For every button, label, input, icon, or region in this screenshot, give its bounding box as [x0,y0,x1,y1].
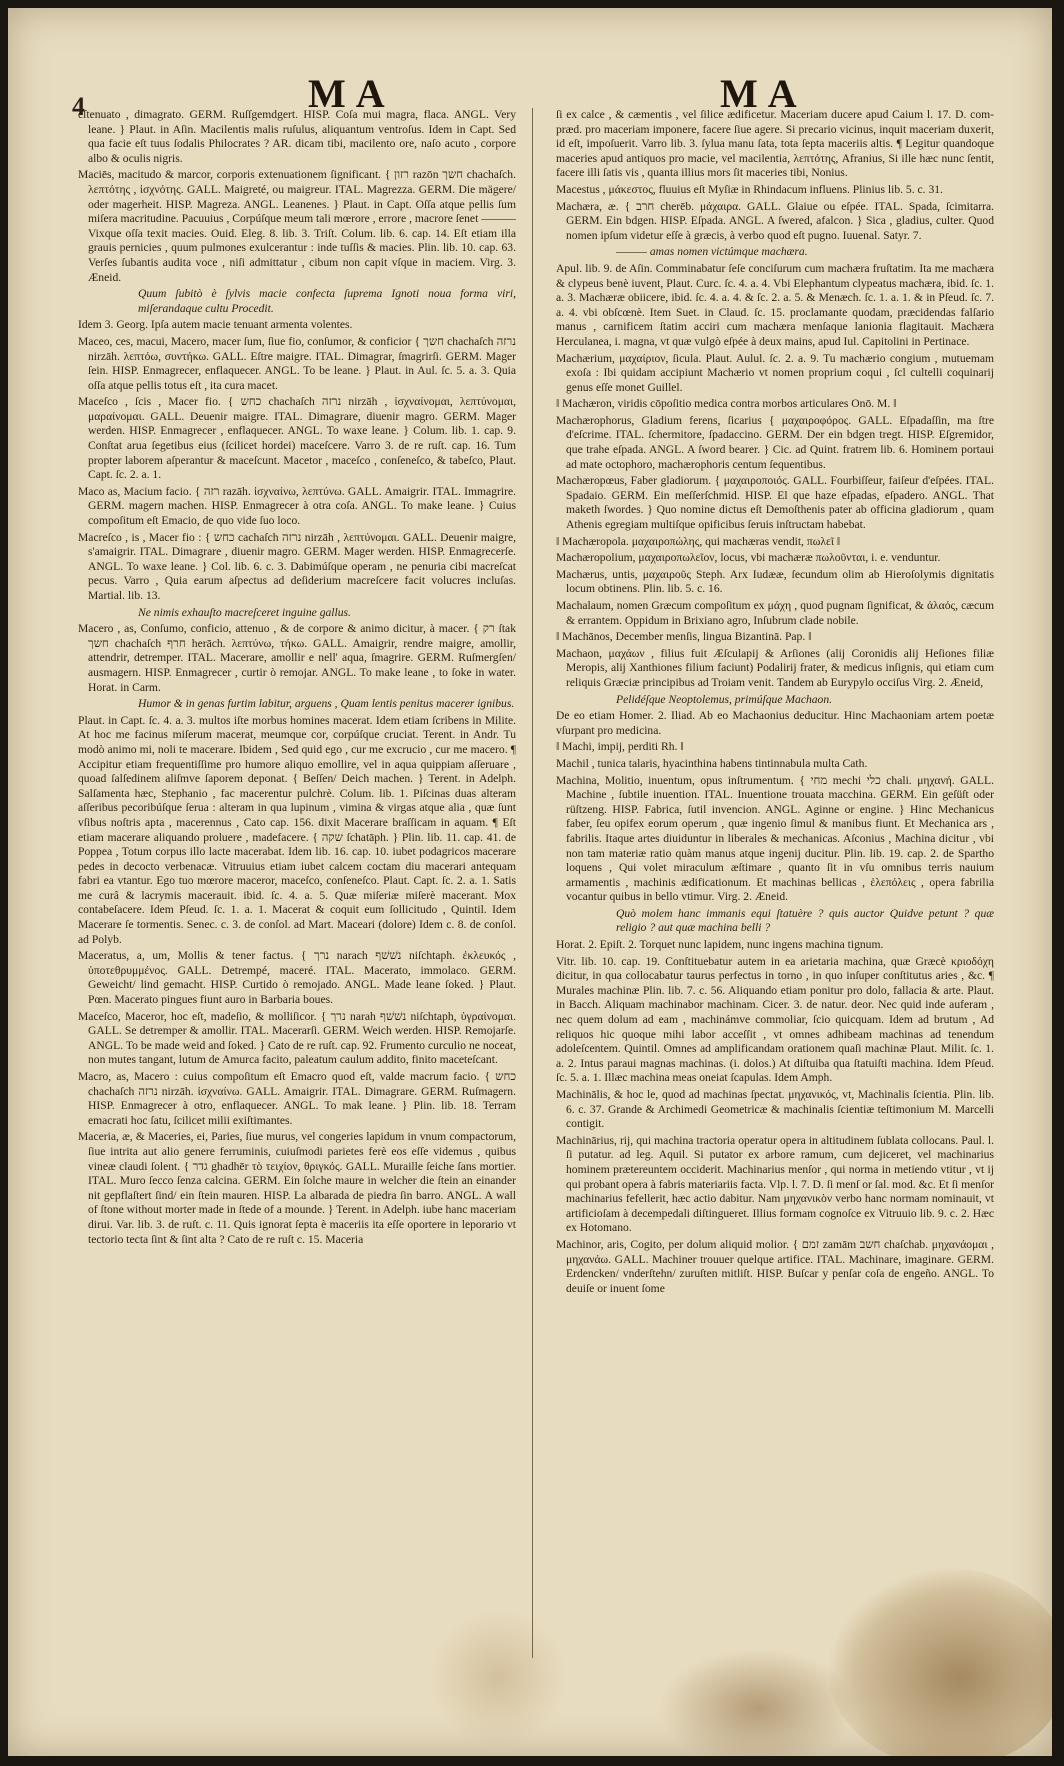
dictionary-entry: Machærophorus, Gladium ferens, ſicarius { μαχαιροφόρος. GALL. Eſpadaſſin, ma ſtre d'eſcrime. ITAL. ſchermitore, ſpadaccino. GERM. Der ein bdgen tregt. HISP. Eſgremidor, que trahe eſpada. ANGL. A ſword bearer. } Cic. ad Quint. fratrem lib. 6. Hominem portaui ad mate octophoro, machærophoris centum ſequentibus. [556,413,994,471]
dictionary-entry: Machæropolium, μαχαιροπωλεῖον, locus, vbi machæræ πωλοῦνται, i. e. venduntur. [556,551,941,565]
verse-quote: Ne nimis exhauſto macreſceret inguine gallus. [138,605,351,619]
dictionary-entry: Macreſco , is , Macer fio : { כחש cachaſch נרזה nirzāh , λεπτύνομαι. GALL. Deuenir maigre, s'amaigrir. ITAL. Dimagrare , diuenir magro. GERM. Mager werden. HISP. Enmagrecerſe. ANGL. To waxe leane. } Col. lib. 6. c. 3. Dabimúſque operam , ne penuria cibi macreſcat pecus. Varro , Quia earum aſpectus ad deſiderium macreſcere facit volucres incluſas. Martial. lib. 13. [78,530,516,602]
right-running-head: MA [720,71,807,116]
dictionary-entry: Machæropœus, Faber gladiorum. { μαχαιροποιός. GALL. Fourbiſſeur, faiſeur d'eſpées. ITAL. Spadaio. GERM. Ein meſſerſchmid. HISP. El que haze eſpadas, eſpadero. ANGL. That maketh ſwordes. } Quo nomine dictus eſt Demoſthenis pater ab officina gladiorum , quam Athenis egregiam multiſque opificibus ſeruis inſtructam habebat. [556,474,994,532]
column-divider [532,108,533,1658]
dictionary-entry: Macero , as, Conſumo, conficio, attenuo , & de corpore & animo dicitur, à macer. { רק ſtak חשך chachaſch חרף herāch. λεπτύνω, τήκω. GALL. Amaigrir, rendre maigre, amollir, attendrir, detremper. ITAL. Macerare, amollir e nell' aqua, ſmagrire. GERM. Ruſmergſen/ ausmagern. HISP. Enmagrecer , curtir ò remojar. ANGL. To make leane , to ſoke in water. Horat. in Carm. [78,622,516,694]
dictionary-entry: De eo etiam Homer. 2. Iliad. Ab eo Machaonius deducitur. Hinc Machaoniam artem poetæ vſurpant pro medicina. [556,709,994,737]
dictionary-entry: Horat. 2. Epiſt. 2. Torquet nunc lapidem, nunc ingens machina tignum. [556,938,884,952]
dictionary-entry: ‖ Machi, impij, perditi Rh. ‖ [556,740,684,754]
dictionary-entry: Machina, Molitio, inuentum, opus inſtrumentum. { מחי mechi כלי chali. μηχανή. GALL. Machine , ſubtile inuention. ITAL. Inuentione trouata macchina. GERM. Ein geſüſt oder rüſtzeng. HISP. Fabrica, ſutil invencion. ANGL. Aginne or engine. } Hinc Mechanicus faber, ſeu opifex eorum operum , quæ ingenio ſimul & manibus fiunt. Et Mechanica ars , fabrilis. Itaque artes diuiduntur in liberales & mechanicas. Aſconius , Machina dicitur , vbi non tam materiæ ratio quàm manus atque ingenij ducitur. Plin. lib. 19. cap. 2. de Spartho loquens , Qui volet miraculum æſtimare , quanto ſit in vſu omnibus terris nauium armamentis , machinis ædificationum. Et machinas bellicas , ἑλεπόλεις , opera fabrilia vocantur quibus in bello vtimur. Virg. 2. Æneid. [556,773,994,904]
dictionary-entry: Maciēs, macitudo & marcor, corporis extenuationem ſignificant. { רזון razōn חשך chachaſch. λεπτότης , ἰσχνότης. GALL. Maigreté, ou maigreur. ITAL. Magrezza. GERM. Die mägere/ oder magerheit. HISP. Magreza. ANGL. Leanenes. } Plaut. in Capt. Oſſa atque pellis ſum miſera macritudine. Pacuuius , Corpúſque meum tali mœrore , errore , macrore ſenet ——— Vixque oſſa texit macies. Ouid. Eleg. 8. lib. 3. Triſt. Colum. lib. 6. cap. 14. Eſt etiam illa grauis pernicies , quum pulmones exulcerantur : inde tuſſis & macies. Plin. lib. 10. cap. 63. Verſes ſubantis audita voce , niſi admittatur , cibum non capit vſque in maciem. Virg. 3. Æneid. [78,168,516,284]
verse-quote: Pelidéſque Neoptolemus, primúſque Machaon. [616,692,833,706]
dictionary-entry: ſi ex calce , & cæmentis , vel ſilice ædificetur. Maceriam ducere apud Caium l. 17. D. com-præd. pro maceriam imponere, facere ſiue agere. Si precario vicinus, inquit maceriam duxerit, id eſt, impoſuerit. Varro lib. 3. ſylua manu ſata, tota ſepta maceriis altis. ¶ Legitur quandoque maceries apud antiquos pro macie, vel macilentia, λεπτότης, Afranius, Si ille hæc nunc ſentit, facere illi ſatis vis , quanta illius mors ſit maceries tibi, Nonius. [556,108,994,180]
verse-quote: Humor & in genas furtim labitur, arguens , Quam lentis penitus macerer ignibus. [138,697,515,711]
dictionary-entry: Machinālis, & hoc le, quod ad machinas ſpectat. μηχανικός, vt, Machinalis ſcientia. Plin. lib. 6. c. 37. Grande & Archimedi Geometricæ & machinalis ſcientiæ teſtimonium M. Marcelli contigit. [556,1088,994,1131]
verse-quote: ——— amas nomen victúmque machæra. [616,245,808,259]
dictionary-entry: Machil , tunica talaris, hyacinthina habens tintinnabula multa Cath. [556,756,868,770]
dictionary-entry: Plaut. in Capt. ſc. 4. a. 3. multos iſte morbus homines macerat. Idem etiam ſcribens in Milite. At hoc me facinus miſerum macerat, meumque cor, corpúſque cruciat. Terent. in Andr. Tu modò animo mi, noli te macerare. Ibidem , Sed quid ego , cur me excrucio , cur me macero. ¶ Accipitur etiam frequentiſſime pro humore aliquo emollire, vel in aqua quippiam aſſeruare , quoad ſalſedinem aliſmve ſaporem deponat. { Beſſen/ Deich machen. } Terent. in Adelph. Salſamenta hæc, Stephanio , fac macerentur pulchrè. Colum. lib. 1. Piſcinas duas alteram aſſeribus pecoribúſque ſerua : alteram in qua lupinum , vimina & virgas atque alia , quæ ſunt vſibus noſtris apta , macerennus , Cato cap. 156. dixit Macerare braſſicam in aquam. ¶ Eſt etiam macerare aliquando proluere , madefacere. { שקה ſchatāph. } Plin. lib. 11. cap. 41. de Poppea , Totum corpus illo lacte macerabat. Idem lib. 16. cap. 10. iubet podagricos macerare pedes in decocto verbenacæ. Vitruuius etiam iubet calcem coctam diu macerari antequam fabri ea vtantur. Ego tuo mœrore maceror, maceſco, conſeneſco. Plaut. Capt. ſc. 2. a. 1. Satis me curâ & lacrymis macerauit. ibid. ſc. 4. a. 5. Quæ miſeriæ miſerè macerant. Mox contabeſacere. Idem Pſeud. ſc. 1. a. 1. Macerat & coquit eum ſollicitudo , Quintil. Idem Macerare ſe tormentis. Senec. c. 3. de conſol. ad Mart. Maceari (dolore) Idem c. 8. de conſol. ad Polyb. [78,713,516,946]
page-number: 4 [72,92,85,121]
dictionary-entry: Machaon, μαχάων , filius fuit Æſculapij & Arſiones (alij Coronidis alij Heſiones filiæ Meropis, alij Xanthiones filium faciunt) Podalirij frater, & medicus inſignis, qui etiam cum reliquis Græciæ principibus ad Troiam venit. Tandem ab Eurypylo occiſus Virg. 2. Æneid, [556,646,994,689]
dictionary-entry: Vitr. lib. 10. cap. 19. Conſtituebatur autem in ea arietaria machina, quæ Græcè κριοδόχη dicitur, in qua collocabatur taurus perfectus in torno , in quo inſuper conſtitutus aries , &c. ¶ Murales machinæ Plin. lib. 7. c. 56. Aliquando etiam ponitur pro dolo, fallacia & arte. Plaut. in Bacch. Aliquam machinabor machinam. Cicer. 3. de natur. deor. Nec quid inde auferam , nec quem dolum ad eam , machinámve commoliar, ſcio quicquam. Idem ad brutum , Ad reliquos hic quoque mihi labor acceſſit , vt omnes adhibeam machinas ad tenendum adoleſcentem. Quintil. Omnes ad amplificandam orationem quaſi machinæ Plaut. Milit. ſc. 1. a. 2. Intus paraui magnas machinas. (i. dolos.) At diſtuiba qua ſtatuiſti machina. Idem Pſeud. ſc. 5. a. 1. Illæc machina meas oneiat ſcapulas. Idem Amph. [556,954,994,1085]
dictionary-entry: eſtenuato , dimagrato. GERM. Ruſſgemdgert. HISP. Coſa mui magra, flaca. ANGL. Very leane. } Plaut. in Aſin. Macilentis malis ruſulus, aliquantum ventroſus. Idem in Capt. Sed qua facie eſt tuus ſodalis Philocrates ? AR. dicam tibi, macilento ore, naſo acuto , corpore albo & oculis nigris. [78,108,516,165]
dictionary-entry: Machærus, untis, μαχαιροῦς Steph. Arx Iudææ, ſecundum olim ab Hieroſolymis dignitatis locum obtinens. Plin. lib. 5. c. 16. [556,567,994,596]
dictionary-entry: Maco as, Macium facio. { רזה razāh. ἰσχναίνω, λεπτύνω. GALL. Amaigrir. ITAL. Immagrire. GERM. magern machen. HISP. Enmagrecer à otra coſa. ANGL. To make leane. } Cuius compoſitum eſt Emacio, de quo vide ſuo loco. [78,484,516,528]
left-column [78,108,516,1658]
left-running-head: MA [308,71,395,116]
dictionary-entry: Macestus , μάκεστος, fluuius eſt Myſiæ in Rhindacum influens. Plinius lib. 5. c. 31. [556,182,943,196]
dictionary-entry: Maceratus, a, um, Mollis & tener factus. { נרך narach נשׁשׁף niſchtaph. ἐκλευκός , ὑποτεθρυμμένος. GALL. Detrempé, maceré. ITAL. Macerato, immolaco. GERM. Geweicht/ lind gemacht. HISP. Curtido ò remojado. ANGL. Made leane ſoked. } Plaut. Pœn. Macerato pingues fiunt auro in Barbaria boues. [78,949,516,1007]
dictionary-entry: ‖ Machānos, December menſis, lingua Bizantinā. Pap. ‖ [556,630,812,644]
dictionary-entry: Macro, as, Macero : cuius compoſitum eſt Emacro quod eſt, valde macrum facio. { כחש chachaſch נרזה nirzāh. ἰσχναίνω. GALL. Amaigrir. ITAL. Dimagrare. GERM. Ruſmagern. HISP. Enmagrecer à otro, enflaquecer. ANGL. To mak leane. } Plin. lib. 18. Terram emacrati hoc ſatu, ſcilicet milii exiſtimantes. [78,1070,516,1127]
page [8,8,1052,1756]
dictionary-entry: Machinārius, rij, qui machina tractoria operatur opera in altitudinem ſublata collocans. Paul. l. ſi putatur. ad leg. Aquil. Si putator ex arbore ramum, cum dejiceret, vel machinarius hominem prætereuntem occiderit. Machinarius menſor , qui norma in metiendo vtitur , vt ij qui probant opera à fabris materiariis facta. Vlp. l. 7. D. ſi menſ or ſal. mod. &c. Et ſi menſor machinarius fefellerit, hæc actio dabitur. Nam μηχανικὸν verbo hanc normam nominauit, vt artificioſam à decempedali diſtingueret. Illius formam cognoſce ex Vitruuio lib. 9. c. 2. Hæc ex Hotomano. [556,1133,994,1235]
dictionary-entry: Machinor, aris, Cogito, per dolum aliquid molior. { זמם zamām חשב chaſchab. μηχανάομαι , μηχανάω. GALL. Machiner trouuer quelque artifice. ITAL. Machinare, imaginare. GERM. Erdencken/ vnderſtehn/ zuruſten mitliſt. HISP. Buſcar y penſar coſa de engeño. ANGL. To deuiſe or inuent ſome [556,1237,994,1295]
right-column [556,108,994,1658]
dictionary-entry: ‖ Machæropola. μαχαιροπώλης, qui machæras vendit, πωλεῖ ‖ [556,534,841,548]
dictionary-entry: Idem 3. Georg. Ipſa autem macie tenuant armenta volentes. [78,318,353,332]
dictionary-entry: Apul. lib. 9. de Aſin. Comminabatur ſeſe conciſurum cum machæra fruſtatim. Ita me machæra & clypeus benè iuvent, Plaut. Curc. ſc. 4. a. 4. Vbi Elephantum clypeatus machæra, ibid. ſc. 1. a. 3. Machæræ obiicere, ibid. ſc. 4. a. 4. & ſc. 2. a. 5. & Menæch. ſc. 1. a. 1. & in Pſeud. ſc. 7. a. 4. vbi obſcœnè. Item Suet. in Claud. ſc. 15. proclamante quodam, præcidendas falſario manus , carnificem ſtatim acciri cum machæra menſaque lanionia flagitauit. Machæra Herculanea, i. magna, vt quæ vulgò eſpée à deux mains, apud Iul. Capitolini in Pertinace. [556,261,994,348]
dictionary-entry: Maceria, æ, & Maceries, ei, Paries, ſiue murus, vel congeries lapidum in vnum compactorum, ſiue intrita aut alio genere ferruminis, cuiuſmodi parietes ferè eos eſſe videmus , quibus vineæ claudi ſolent. { גדר ghadhēr τὸ τειχίον, θριγκός. GALL. Muraille ſeiche ſans mortier. ITAL. Muro ſecco ſenza calcina. GERM. Ein ſolche maure in welcher die ſtein an einander nit gepflaſtert ſind/ ein ſtein mauren. HISP. La albarada de piedra ſin barro. ANGL. A wall of ſtone without morter made in ſtede of a mounde. } Terent. in Adelph. iube hanc maceriam dirui. Var. lib. 3. de ruſt. c. 11. Quis ignorat ſepta è maceriis ita eſſe oportere in leporario vt tectorio tecta ſint & ſint alta ? Cato de re ruſt c. 15. Maceria [78,1130,516,1246]
dictionary-entry: Maceo, ces, macui, Macero, macer ſum, ſiue fio, conſumor, & conficior { חשך chachaſch נרזה nirzāh. λεπτόω, συντήκω. GALL. Eſtre maigre. ITAL. Dimagrar, ſmagrirſi. GERM. Mager ſein. HISP. Enmagrecer, enflaquecer. ANGL. To be leane. } Plaut. in Aul. ſc. 5. a. 3. Quia oſſa atque pellis totus eſt , ita cura macet. [78,334,516,392]
dictionary-entry: Machalaum, nomen Græcum compoſitum ex μάχη , quod pugnam ſignificat, & ἀλαός, cæcum & errantem. Oppidum in Brixiano agro, Inſubrum clade nobile. [556,599,994,627]
verse-quote: Quò molem hanc immanis equi ſtatuère ? quis auctor Quidve petunt ? quæ religio ? aut quæ machina belli ? [616,906,994,935]
dictionary-entry: Machæra, æ. { חרב cherēb. μάχαιρα. GALL. Glaiue ou eſpée. ITAL. Spada, ſcimitarra. GERM. Ein bdgen. HISP. Eſpada. ANGL. A ſwered, afalcon. } Sica , gladius, culter. Quod nomen ipſum videtur eſſe à græcis, à verbo quod eſt pugno. Iuuenal. Satyr. 7. [556,199,994,242]
stain [658,1648,858,1756]
dictionary-entry: Maceſco, Maceror, hoc eſt, madeſio, & molliſicor. { נרך narah נשׁשׁף niſchtaph, ὑγραίνομαι. GALL. Se detremper & amollir. ITAL. Macerarſi. GERM. Weich werden. HISP. Remojarſe. ANGL. To be made weid and ſoked. } Cato de re ruſt. cap. 92. Frumento curculio ne noceat, non mutes tangant, lutum de Amurca facito, paleatum caulum addito, finito maceteſcant. [78,1009,516,1067]
verse-quote: Quum ſubitò è ſylvis macie confecta ſuprema Ignoti noua forma viri, miſerandaque cultu Procedit. [138,287,516,315]
dictionary-entry: Machærium, μαχαίριον, ſicula. Plaut. Aulul. ſc. 2. a. 9. Tu machærio congium , mutuemam exoſa : Ibi quidam accipiunt Machærio vt nomen proprium coqui , ſcl cultelli coquinarij genus eſſe monet Guillel. [556,351,994,394]
dictionary-entry: ‖ Machæron, viridis cōpoſitio medica contra morbos articulares Onō. M. ‖ [556,397,897,411]
dictionary-entry: Maceſco , ſcis , Macer fio. { כחש chachaſch נרזה nirzāh , ἰσχναίνομαι, λεπτύνομαι, μαραίνομαι. GALL. Deuenir maigre. ITAL. Dimagrare, diuenir magro. GERM. Mager werden. HISP. Enmagrecer , enflaquecer. ANGL. To waxe leane. } Colum. lib. 1. cap. 9. Conſtat arua ſegetibus eius (ſcilicet hordei) maceſcere. Varro 3. de re ruſt. cap. 16. Tum propter laborem aſperantur & maceſcunt. Macetor , maceſco , conſeneſco, & tabeſco, Plaut. Capt. ſc. 2. a. 1. [78,395,516,482]
